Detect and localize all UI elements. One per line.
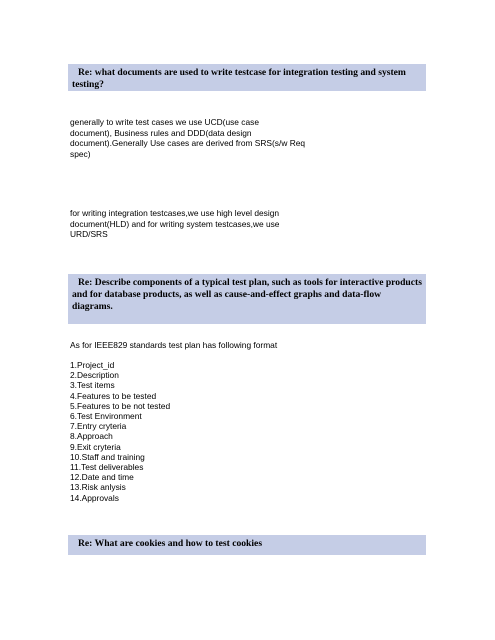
list-item: 10.Staff and training <box>70 451 145 462</box>
section-heading-cookies <box>68 535 426 555</box>
list-item: 4.Features to be tested <box>70 390 157 401</box>
list-item: 9.Exit cryteria <box>70 441 121 452</box>
list-item: 3.Test items <box>70 380 115 391</box>
test-plan-intro: As for IEEE829 standards test plan has following format <box>70 340 278 350</box>
section-heading-test-plan <box>68 274 426 324</box>
section-heading-text: Re: what documents are used to write testcase for integration testing and system testing? <box>72 67 406 90</box>
list-item: 5.Features to be not tested <box>70 400 171 411</box>
list-item: 2.Description <box>70 370 119 381</box>
section-heading-text: Re: Describe components of a typical test plan, such as tools for interactive products and for database products, as well as cause-and-effect graphs and data-flow diagrams. <box>72 277 422 312</box>
test-plan-format-list <box>70 360 170 503</box>
list-item: 7.Entry cryteria <box>70 421 127 432</box>
list-item: 8.Approach <box>70 431 113 442</box>
list-item: 14.Approvals <box>70 492 119 503</box>
answer-paragraph: generally to write test cases we use UCD(use case document), Business rules and DDD(data design document).Generally Use cases are derived from SRS(s/w Req spec) <box>70 117 306 159</box>
section-heading-text: Re: What are cookies and how to test cookies <box>78 538 263 549</box>
list-item: 6.Test Environment <box>70 411 142 422</box>
list-item: 12.Date and time <box>70 472 134 483</box>
list-item: 11.Test deliverables <box>70 462 144 473</box>
answer-paragraph: for writing integration testcases,we use high level design document(HLD) and for writing system testcases,we use URD/SRS <box>70 208 280 239</box>
section-heading-integration-testing <box>68 64 426 91</box>
list-item: 13.Risk anlysis <box>70 482 126 493</box>
list-item: 1.Project_id <box>70 360 115 370</box>
